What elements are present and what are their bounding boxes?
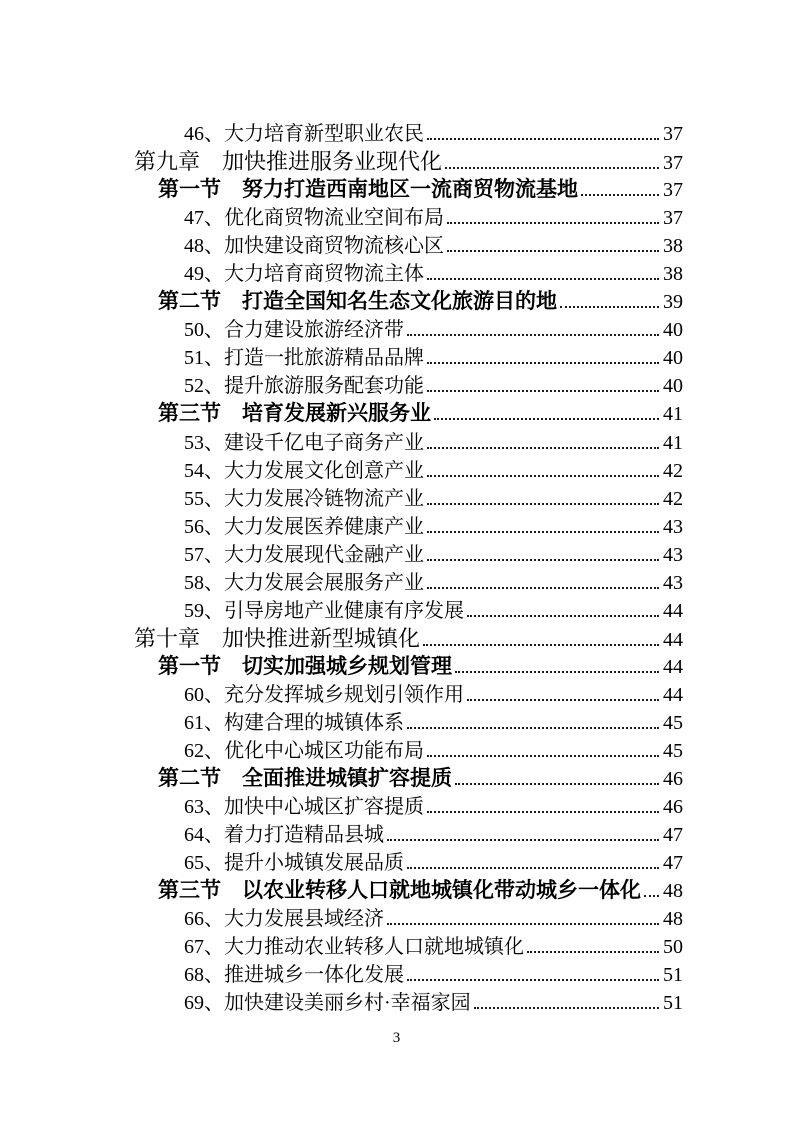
toc-entry-section xyxy=(134,397,683,425)
toc-entry-section xyxy=(134,762,683,790)
dot-leader xyxy=(447,222,659,224)
dot-leader xyxy=(455,783,659,785)
toc-entry-label: 49、大力培育商贸物流主体 xyxy=(184,263,424,286)
toc-entry-page: 48 xyxy=(663,908,683,931)
toc-entry-label: 第一节 努力打造西南地区一流商贸物流基地 xyxy=(158,177,578,202)
dot-leader xyxy=(467,615,659,617)
dot-leader xyxy=(434,418,659,420)
dot-leader xyxy=(474,1007,659,1009)
toc-entry-section xyxy=(134,173,683,201)
toc-entry-item xyxy=(134,902,683,930)
toc-entry-item xyxy=(134,454,683,482)
toc-entry-item xyxy=(134,482,683,510)
dot-leader xyxy=(527,951,659,953)
toc-entry-item xyxy=(134,818,683,846)
toc-entry-label: 69、加快建设美丽乡村·幸福家园 xyxy=(184,992,471,1015)
dot-leader xyxy=(427,559,659,561)
toc-entry-label: 第二节 全面推进城镇扩容提质 xyxy=(158,766,452,791)
toc-entry-page: 42 xyxy=(663,487,683,510)
toc-entry-page: 45 xyxy=(663,711,683,734)
toc-entry-section xyxy=(134,650,683,678)
toc-entry-label: 第九章 加快推进服务业现代化 xyxy=(134,149,443,175)
dot-leader xyxy=(427,503,659,505)
toc-entry-label: 54、大力发展文化创意产业 xyxy=(184,459,424,482)
toc-entry-item xyxy=(134,257,683,285)
toc-entry-label: 65、提升小城镇发展品质 xyxy=(184,852,404,875)
toc-entry-label: 67、大力推动农业转移人口就地城镇化 xyxy=(184,936,524,959)
dot-leader xyxy=(407,727,659,729)
toc-entry-page: 37 xyxy=(663,123,683,145)
toc-entry-item xyxy=(134,678,683,706)
toc-entry-page: 47 xyxy=(663,852,683,875)
toc-entry-page: 39 xyxy=(663,291,683,314)
toc-entry-page: 40 xyxy=(663,319,683,342)
dot-leader xyxy=(387,923,659,925)
toc-entry-label: 48、加快建设商贸物流核心区 xyxy=(184,235,444,258)
toc-entry-page: 40 xyxy=(663,375,683,398)
dot-leader xyxy=(407,867,659,869)
toc-entry-label: 63、加快中心城区扩容提质 xyxy=(184,796,424,819)
toc-entry-item xyxy=(134,958,683,986)
toc-entry-label: 第三节 培育发展新兴服务业 xyxy=(158,401,431,426)
toc-entry-section xyxy=(134,874,683,902)
toc-entry-label: 64、着力打造精品县城 xyxy=(184,824,384,847)
toc-entry-item xyxy=(134,117,683,145)
toc-entry-item xyxy=(134,426,683,454)
toc-entry-label: 第三节 以农业转移人口就地城镇化带动城乡一体化 xyxy=(158,878,641,903)
toc-entry-label: 46、大力培育新型职业农民 xyxy=(184,123,424,145)
toc-entry-item xyxy=(134,790,683,818)
dot-leader xyxy=(387,839,659,841)
toc-entry-label: 47、优化商贸物流业空间布局 xyxy=(184,207,444,230)
dot-leader xyxy=(427,531,659,533)
dot-leader xyxy=(407,979,659,981)
toc-entry-label: 68、推进城乡一体化发展 xyxy=(184,964,404,987)
toc-entry-label: 66、大力发展县域经济 xyxy=(184,908,384,931)
toc-entry-label: 60、充分发挥城乡规划引领作用 xyxy=(184,683,464,706)
toc-entry-page: 48 xyxy=(663,880,683,903)
dot-leader xyxy=(427,475,659,477)
toc-entry-label: 第十章 加快推进新型城镇化 xyxy=(134,625,421,651)
dot-leader xyxy=(427,755,659,757)
toc-entry-label: 62、优化中心城区功能布局 xyxy=(184,740,424,763)
dot-leader xyxy=(407,334,659,336)
toc-entry-page: 37 xyxy=(663,179,683,202)
dot-leader xyxy=(644,895,659,897)
dot-leader xyxy=(455,671,659,673)
dot-leader xyxy=(427,138,659,140)
toc-entry-page: 37 xyxy=(663,152,683,175)
dot-leader xyxy=(560,306,659,308)
toc-entry-item xyxy=(134,986,683,1014)
toc-entry-page: 38 xyxy=(663,235,683,258)
toc-entry-item xyxy=(134,538,683,566)
toc-entry-item xyxy=(134,313,683,341)
page-footer xyxy=(0,1030,793,1047)
toc-entry-item xyxy=(134,930,683,958)
toc-entry-label: 56、大力发展医养健康产业 xyxy=(184,515,424,538)
toc-entry-label: 53、建设千亿电子商务产业 xyxy=(184,431,424,454)
toc-entry-page: 46 xyxy=(663,768,683,791)
toc-entry-page: 37 xyxy=(663,207,683,230)
toc-entry-item xyxy=(134,846,683,874)
dot-leader xyxy=(581,194,659,196)
toc-entry-page: 42 xyxy=(663,459,683,482)
dot-leader xyxy=(447,250,659,252)
toc-entry-page: 43 xyxy=(663,543,683,566)
toc-entry-page: 47 xyxy=(663,824,683,847)
toc-entry-page: 51 xyxy=(663,992,683,1015)
toc-entry-page: 44 xyxy=(663,683,683,706)
toc-entry-label: 第二节 打造全国知名生态文化旅游目的地 xyxy=(158,289,557,314)
toc-entry-page: 43 xyxy=(663,571,683,594)
toc-entry-page: 46 xyxy=(663,796,683,819)
toc-entry-page: 43 xyxy=(663,515,683,538)
toc-entry-item xyxy=(134,341,683,369)
dot-leader xyxy=(427,390,659,392)
dot-leader xyxy=(423,644,659,646)
toc-entry-label: 55、大力发展冷链物流产业 xyxy=(184,487,424,510)
toc-entry-item xyxy=(134,369,683,397)
dot-leader xyxy=(427,362,659,364)
toc-entry-page: 44 xyxy=(663,655,683,678)
table-of-contents xyxy=(134,117,683,1015)
toc-entry-item xyxy=(134,706,683,734)
dot-leader xyxy=(427,278,659,280)
toc-entry-page: 50 xyxy=(663,936,683,959)
toc-entry-page: 41 xyxy=(663,431,683,454)
toc-entry-item xyxy=(134,594,683,622)
dot-leader xyxy=(445,167,659,169)
dot-leader xyxy=(427,447,659,449)
toc-entry-label: 50、合力建设旅游经济带 xyxy=(184,319,404,342)
toc-entry-page: 51 xyxy=(663,964,683,987)
toc-entry-page: 44 xyxy=(663,628,683,651)
toc-entry-item xyxy=(134,734,683,762)
toc-entry-page: 45 xyxy=(663,740,683,763)
toc-entry-label: 61、构建合理的城镇体系 xyxy=(184,711,404,734)
toc-entry-item xyxy=(134,201,683,229)
page-number: 3 xyxy=(392,1030,401,1046)
toc-entry-page: 44 xyxy=(663,599,683,622)
dot-leader xyxy=(427,811,659,813)
dot-leader xyxy=(427,587,659,589)
toc-entry-label: 51、打造一批旅游精品品牌 xyxy=(184,347,424,370)
toc-entry-item xyxy=(134,566,683,594)
toc-entry-label: 59、引导房地产业健康有序发展 xyxy=(184,599,464,622)
toc-entry-section xyxy=(134,285,683,313)
dot-leader xyxy=(467,699,659,701)
toc-entry-label: 第一节 切实加强城乡规划管理 xyxy=(158,653,452,678)
toc-entry-page: 38 xyxy=(663,263,683,286)
toc-entry-label: 57、大力发展现代金融产业 xyxy=(184,543,424,566)
toc-entry-item xyxy=(134,229,683,257)
toc-entry-chapter xyxy=(134,622,683,650)
toc-entry-item xyxy=(134,510,683,538)
toc-entry-label: 52、提升旅游服务配套功能 xyxy=(184,375,424,398)
toc-entry-page: 41 xyxy=(663,403,683,426)
toc-entry-label: 58、大力发展会展服务产业 xyxy=(184,571,424,594)
toc-entry-chapter xyxy=(134,145,683,173)
toc-entry-page: 40 xyxy=(663,347,683,370)
